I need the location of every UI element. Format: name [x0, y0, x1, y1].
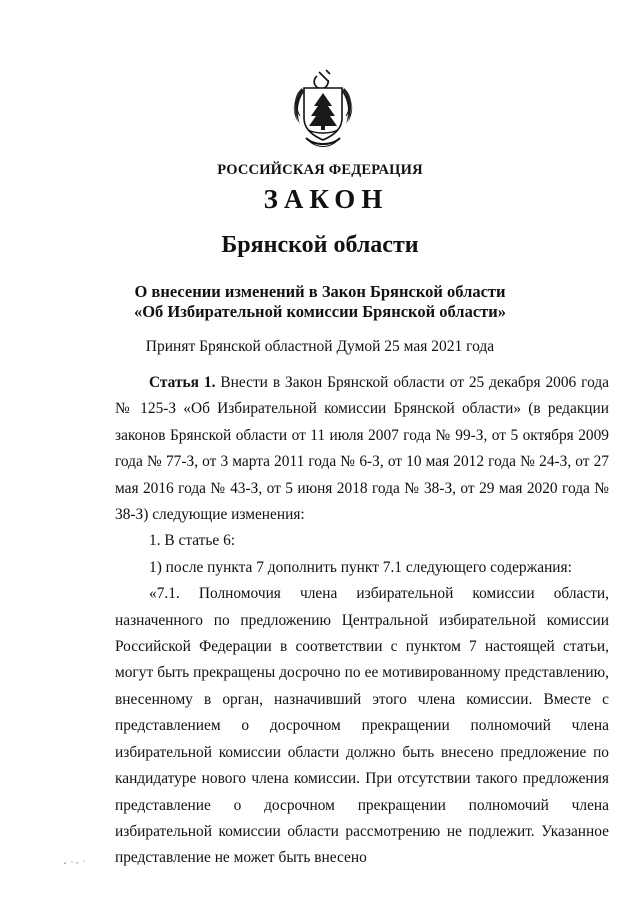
law-body	[115, 370, 609, 872]
law-heading: ЗАКОН	[263, 184, 389, 214]
region-heading: Брянской области	[221, 232, 419, 258]
item-1: 1. В статье 6:	[149, 532, 236, 550]
bryansk-coat-of-arms-icon	[290, 66, 356, 148]
subtitle-line-1: О внесении изменений в Закон Брянской области	[134, 282, 506, 301]
article-1-paragraph	[115, 370, 609, 528]
article-text: Внести в Закон Брянской области от 25 декабря 2006 года № 125-З «Об Избирательной комиссии Брянской области» (в редакции законов Брянской области от 11 июля 2007 года № 99-З, от 5 октября 2009 года № 77-З, от 3 марта 2011 года № 6-З, от 10 мая 2012 года № 24-З, от 27 мая 2016 года № 43-З, от 5 июня 2018 года № 38-З, от 29 мая 2020 года № 38-З) следующие изменения:	[115, 374, 609, 524]
subtitle-line-2: «Об Избирательной комиссии Брянской области»	[133, 302, 507, 321]
scan-artifact	[62, 858, 92, 866]
law-subtitle	[0, 282, 640, 322]
quoted-clause-7-1: «7.1. Полномочия члена избирательной комиссии области, назначенного по предложению Центральной избирательной комиссии Российской Федерации в соответствии с пунктом 7 настоящей статьи, могут быть прекращены досрочно по ее мотивированному представлению, внесенному в орган, назначивший этого члена комиссии. Вместе с представлением о досрочном прекращении полномочий члена избирательной комиссии области должно быть внесено предложение по кандидатуре нового члена комиссии. При отсутствии такого предложения представление о досрочном прекращении полномочий члена избирательной комиссии области рассмотрению не подлежит. Указанное представление не может быть внесено	[115, 585, 609, 867]
federation-heading: РОССИЙСКАЯ ФЕДЕРАЦИЯ	[217, 162, 423, 178]
adoption-date: Принят Брянской областной Думой 25 мая 2021 года	[145, 338, 495, 355]
item-1-subitem-1: 1) после пункта 7 дополнить пункт 7.1 следующего содержания:	[149, 558, 572, 576]
article-label: Статья 1.	[149, 374, 216, 391]
